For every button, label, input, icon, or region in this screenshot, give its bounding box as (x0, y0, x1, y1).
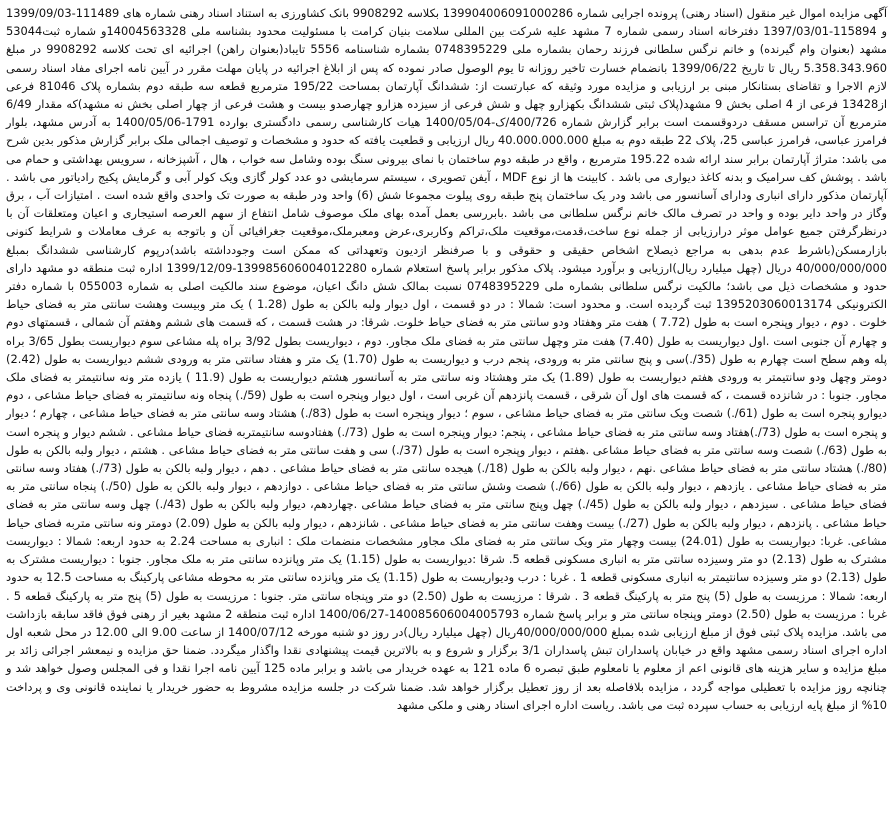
auction-notice (6, 4, 887, 714)
notice-body: آگهی مزایده اموال غیر منقول (اسناد رهنی) پرونده اجرایی شماره 139904006091000286 بکلاسه 9908292 بانک کشاورزی به استناد اسناد رهنی شماره های 111489-1399/09/03 و 115894-1397/03/01 دفترخانه اسناد رسمی شماره 7 مشهد علیه شرکت بین المللی سلامت بنیان کرامت با مسئولیت محدود بشناسه ملی 14004563328و شماره ثبت53044 مشهد (بعنوان وام گیرنده) و خانم نرگس سلطانی فرزند رحمان بشماره ملی 0748395229 بشماره شناسنامه 5556 تایباد(بعنوان راهن) اجرائیه ای تحت کلاسه 9908292 در مبلغ 5.358.343.960 ریال تا تاریخ 1399/06/22 بانضمام خسارت تاخیر روزانه تا یوم الوصول صادر نموده که پس از ابلاغ اجرائیه در پایان مهلت مقرر در آیین نامه اجرای مفاد اسناد رسمی لازم الاجرا و تقاضای بستانکار مبنی بر ارزیابی و مزایده مورد وثیقه که عبارتست از: ششدانگ آپارتمان بمساحت 195/22 مترمربع قطعه سه طبقه دوم بشماره پلاک 81046 فرعی از13428 فرعی از 4 اصلی بخش 9 مشهد(پلاک ثبتی ششدانگ بکهزارو چهل و شش فرعی از سیزده هزارو چهارصدو بیست و هشت فرعی از چهار اصلی بخش نه مشهد)که مقدار 6/49 مترمربع آن تراسس مسقف دردوقسمت است برابر گزارش شماره 400/726/ک-1400/05/04 هیات کارشناسی رسمی دادگستری بوارده 1791-1400/05/06 به آدرس مشهد، بلوار فرامرز عباسی، فرامرز عباسی 25، پلاک 22 طبقه دوم به مبلغ 40.000.000.000 ریال ارزیابی و قطعیت یافته که حدود و مشخصات و توصیف اجمالی ملک برابر گزارش مذکور بدین شرح می باشد: متراژ آپارتمان برابر سند ارائه شده 195.22 مترمربع ، واقع در طبقه دوم ساختمان با نمای بیرونی سنگ بوده وشامل سه خواب ، هال ، آشپزخانه ، سرویس بهداشتی و حمام می باشد . پوشش کف سرامیک و بدنه کاغذ دیواری می باشد . کابینت ها از نوع MDF ، آیفن تصویری ، سیستم سرمایشی دو عدد کولر گازی ویک کولر آبی و گرمایش پکیج رادیاتور می باشد . آپارتمان مذکور دارای انباری ودارای آسانسور می باشد ودر یک ساختمان پنج طبقه روی پیلوت مجموعا شش (6) واحد ودر طبقه به صورت تک واحدی واقع شده است . امتیازات آب ، برق وگاز در واحد دایر بوده و واحد در تصرف مالک خانم نرگس سلطانی می باشد .بابررسی بعمل آمده بهای ملک موصوف شامل انتفاع از سهم العرصه استیجاری و اعیان ومتعلقات آن با درنظرگرفتن جمیع عوامل موثر درارزیابی از جمله نوع ساخت،قدمت،موقعیت ملک،تراکم وکاربری،عرض ومعبرملک،موقعیت جغرافیائی آن و باتوجه به عرف معاملات و شرایط کنونی بازارمسکن(باشرط عدم بدهی به مراجع ذیصلاح اشخاص حقیقی و حقوقی و با صرفنظر ازدیون وتعهداتی که ممکن است وجودداشته باشد)درپوم کارشناسی ششدانگ بمبلغ 40/000/000/000 دریال (چهل میلیارد ریال)ارزیابی و برآورد میشود. پلاک مذکور برابر پاسخ استعلام شماره 139985606004012280-1399/12/09 اداره ثبت منطقه دو مشهد دارای حدود و مشخصات ذیل می باشد؛ مالکیت نرگس سلطانی بشماره ملی 0748395229 نسبت بمالک شش دانگ اعیان، موضوع سند مالکیت اصلی به شماره 055003 با شماره دفتر الکترونیکی 1395203060013174 ثبت گردیده است. و محدود است: شمالا : در دو قسمت ، اول دیوار ولبه بالکن به طول (1.28 ) یک متر وبیست وهشت سانتی متر به فضای حیاط خلوت . دوم ، دیوار وپنجره است به طول (7.72 ) هفت متر وهفتاد ودو سانتی متر به فضای حیاط خلوت. شرقا: در هشت قسمت ، که قسمت های ششم وهفتم آن شمالی ، قسمتهای دوم و چهارم آن جنوبی است .اول دیواریست به طول (7.40) هفت متر وچهل سانتی متر به فضای ملک مجاور. دوم ، دیواریست بطول 3/92 براه پله مشاعی سوم دیواریست بطول 3/65 براه پله وهم سطح است چهارم به طول (35/.)سی و پنج سانتی متر به ورودی، پنجم درب و دیواریست به طول (1.70) یک متر و هفتاد سانتی متر به ورودی ششم دیواریست به طول (2.42) دومتر وچهل ودو سانتیمتر به ورودی هفتم دیواریست به طول (1.89) یک متر وهشتاد ونه سانتی متر به آسانسور هشتم دیواریست به طول (11.9 ) یازده متر ونه سانتیمتر به فضای ملک مجاور. جنوبا : در شانزده قسمت ، که قسمت های اول آن شرقی ، قسمت پانزدهم آن غربی است ، اول دیوار وپنجره است به طول (59/.) پنجاه ونه سانتیمتر به فضای حیاط مشاعی ، دوم دیوارو پنجره است به طول (61/.) شصت ویک سانتی متر به فضای حیاط مشاعی ، سوم ؛ دیوار وپنجره است به طول (83/.) هشتاد وسه سانتی متر به فضای حیاط مشاعی ، چهارم ؛ دیوار و پنجره است به طول (73/.)هفتاد وسه سانتی متر به فضای حیاط مشاعی ، پنجم: دیوار وپنجره است به طول (73/.) هفتادوسه سانتیمتربه فضای حیاط مشاعی . ششم دیوار و پنجره است به طول (63/.) شصت وسه سانتی متر به فضای حیاط مشاعی .هفتم ، دیوار وپنجره است به طول (37/.) سی و هفت سانتی متر به فضای حیاط مشاعی . هشتم ، دیوار ولبه بالکن به طول (80/.) هشتاد سانتی متر به فضای حیاط مشاعی .نهم ، دیوار ولبه بالکن به طول (18/.) هیجده سانتی متر به فضای حیاط مشاعی . دهم ، دیوار ولبه بالکن به طول (73/.) هفتاد وسه سانتی متر به فضای حیاط مشاعی . یازدهم ، دیوار ولبه بالکن به طول (66/.) شصت وشش سانتی متر به فضای حیاط مشاعی . دوازدهم ، دیوار ولبه بالکن به طول (50/.) پنجاه سانتی متر به فضای حیاط مشاعی . سیزدهم ، دیوار ولبه بالکن به طول (45/.) چهل وپنج سانتی متر به فضای حیاط مشاعی .چهاردهم، دیوار ولبه بالکن به طول (43/.) چهل وسه سانتی متر به فضای حیاط مشاعی . پانزدهم ، دیوار ولبه بالکن به طول (27/.) بیست وهفت سانتی متر به فضای حیاط مشاعی . شانزدهم ، دیوار ولبه بالکن به طول (2.09) دومتر ونه سانتی متربه فضای حیاط مشاعی. غربا: دیواریست به طول (24.01) بیست وچهار متر ویک سانتی متر به فضای ملک مجاور مشخصات منضمات ملک : انباری به مساحت 2.24 به حدود اربعه: شمالا : دیواریست مشترک به طول (2.13) دو متر وسیزده سانتی متر به انباری مسکونی قطعه 5. شرقا :دیواریست به طول (1.15) یک متر وپانزده سانتی متر به ملک مجاور. جنوبا : دیواریست مشترک به طول (2.13) دو متر وسیزده سانتیمتر به انباری مسکونی قطعه 1 . غربا : درب ودیواریست به طول (1.15) یک متر وپانزده سانتی متر به محوطه مشاعی پارکینگ به مساحت 12.5 به حدود اربعه: شمالا : مرزیست به طول (5) پنج متر به پارکینگ قطعه 3 . شرقا : مرزیست به طول (2.50) دو متر وپنجاه سانتی متر. جنوبا : مرزیست به طول (5) پنج متر به پارکینگ قطعه 5 . غربا : مرزیست به طول (2.50) دومتر وپنجاه سانتی متر و برابر پاسخ شماره 140085606004005793-1400/06/27 اداره ثبت منطقه 2 مشهد بغیر از رهنی فوق فاقد سابقه بازداشت می باشد. مزایده پلاک ثبتی فوق از مبلغ ارزیابی شده بمبلغ 40/000/000/000ریال (چهل میلیارد ریال)در روز دو شنبه مورخه 1400/07/12 از ساعت 9.00 الی 12.00 در محل شعبه اول اداره اجرای اسناد رسمی مشهد واقع در خیابان پاسداران تبش پاسداران 3/1 برگزار و شروع و به بالاترین قیمت پیشنهادی نقدا واگذار میگردد. ضمنا حق مزایده و نیمعشر اجرائی زائد بر مبلغ مزایده و سایر هزینه های قانونی اعم از معلوم یا نامعلوم طبق تبصره 6 ماده 121 به عهده خریدار می باشد و برابر ماده 125 آیین نامه اجرا نقدا و فی المجلس وصول خواهد شد و چنانچه روز مزایده با تعطیلی مواجه گردد ، مزایده بلافاصله بعد از روز تعطیل برگزار خواهد شد. ضمنا شرکت در جلسه مزایده مشروط به حضور خریدار یا نماینده قانونی وی و پرداخت 10% از مبلغ پایه ارزیابی به حساب سپرده ثبت می باشد. ریاست اداره اجرای اسناد رهنی و ملکی مشهد (6, 6, 888, 712)
